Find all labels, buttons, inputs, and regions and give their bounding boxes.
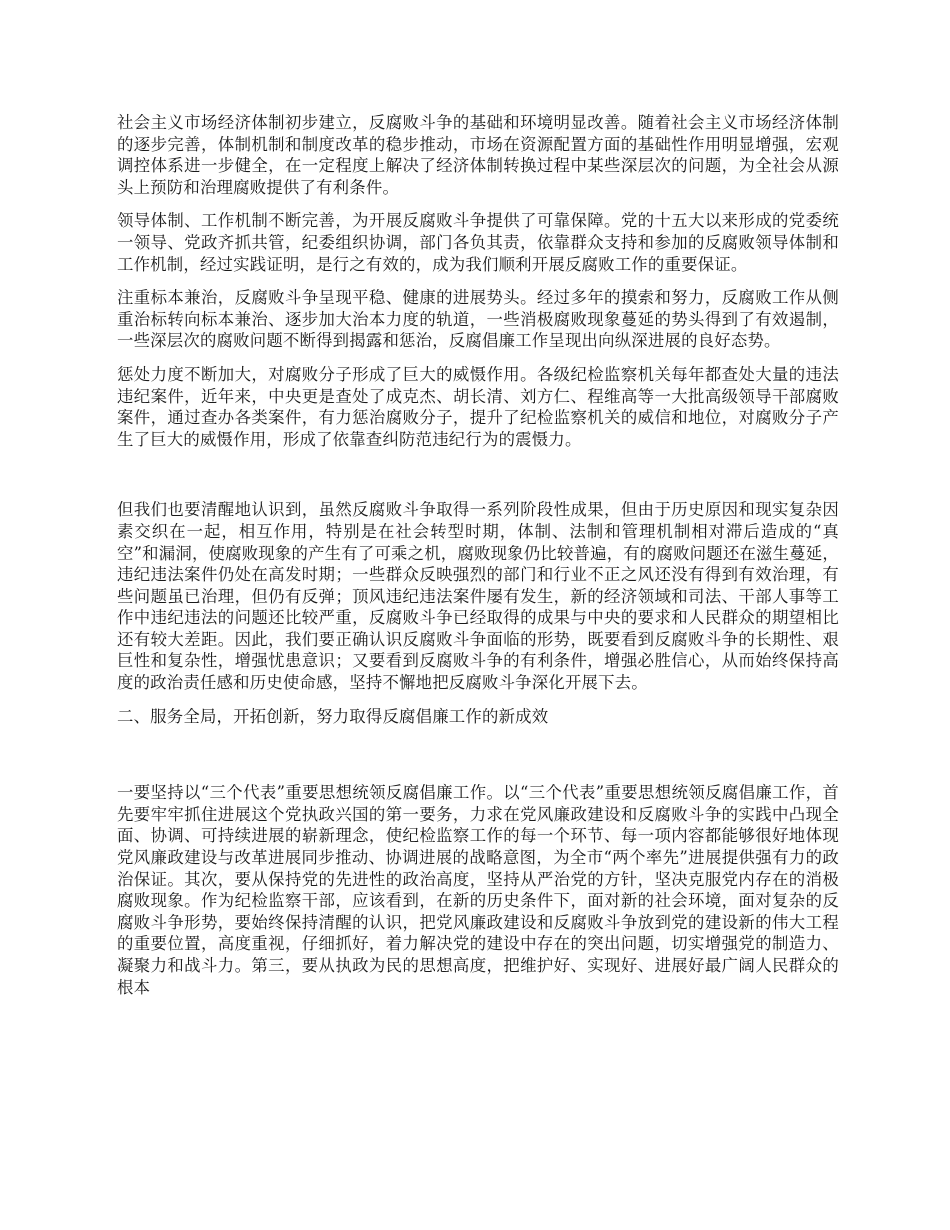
paragraph-sober-awareness: 但我们也要清醒地认识到，虽然反腐败斗争取得一系列阶段性成果，但由于历史原因和现实复杂因素交织在一起，相互作用，特别是在社会转型时期，体制、法制和管理机制相对滞后造成的“真空”和漏洞，使腐败现象的产生有了可乘之机，腐败现象仍比较普遍，有的腐败问题还在滋生蔓延，违纪违法案件仍处在高发时期；一些群众反映强烈的部门和行业不正之风还没有得到有效治理，有些问题虽已治理，但仍有反弹；顶风违纪违法案件屡有发生，新的经济领域和司法、干部人事等工作中违纪违法的问题还比较严重，反腐败斗争已经取得的成果与中央的要求和人民群众的期望相比还有较大差距。因此，我们要正确认识反腐败斗争面临的形势，既要看到反腐败斗争的长期性、艰巨性和复杂性，增强忧患意识；又要看到反腐败斗争的有利条件，增强必胜信心，从而始终保持高度的政治责任感和历史使命感，坚持不懈地把反腐败斗争深化开展下去。 [117, 500, 839, 693]
paragraph-punishment: 惩处力度不断加大，对腐败分子形成了巨大的威慑作用。各级纪检监察机关每年都查处大量的违法违纪案件，近年来，中央更是查处了成克杰、胡长清、刘方仁、程维高等一大批高级领导干部腐败案件，通过查办各类案件，有力惩治腐败分子，提升了纪检监察机关的威信和地位，对腐败分子产生了巨大的威慑作用，形成了依靠查纠防范违纪行为的震慑力。 [117, 364, 839, 449]
paragraph-root-causes: 注重标本兼治，反腐败斗争呈现平稳、健康的进展势头。经过多年的摸索和努力，反腐败工作从侧重治标转向标本兼治、逐步加大治本力度的轨道，一些消极腐败现象蔓延的势头得到了有效遏制，一些深层次的腐败问题不断得到揭露和惩治，反腐倡廉工作呈现出向纵深进展的良好态势。 [117, 288, 839, 351]
document-page [117, 112, 839, 998]
paragraph-gap [117, 694, 839, 706]
paragraph-three-represents: 一要坚持以“三个代表”重要思想统领反腐倡廉工作。以“三个代表”重要思想统领反腐倡廉工作，首先要牢牢抓住进展这个党执政兴国的第一要务，力求在党风廉政建设和反腐败斗争的实践中凸现全面、协调、可持续进展的崭新理念，使纪检监察工作的每一个环节、每一项内容都能够很好地体现党风廉政建设与改革进展同步推动、协调进展的战略意图，为全市“两个率先”进展提供强有力的政治保证。其次，要从保持党的先进性的政治高度，坚持从严治党的方针，坚决克服党内存在的消极腐败现象。作为纪检监察干部，应该看到，在新的历史条件下，面对新的社会环境，面对复杂的反腐败斗争形势，要始终保持清醒的认识，把党风廉政建设和反腐败斗争放到党的建设新的伟大工程的重要位置，高度重视，仔细抓好，着力解决党的建设中存在的突出问题，切实增强党的制造力、凝聚力和战斗力。第三，要从执政为民的思想高度，把维护好、实现好、进展好最广阔人民群众的根本 [117, 783, 839, 997]
paragraph-leadership-system: 领导体制、工作机制不断完善，为开展反腐败斗争提供了可靠保障。党的十五大以来形成的党委统一领导、党政齐抓共管，纪委组织协调，部门各负其责，依靠群众支持和参加的反腐败领导体制和工作机制，经过实践证明，是行之有效的，成为我们顺利开展反腐败工作的重要保证。 [117, 211, 839, 274]
paragraph-gap [117, 275, 839, 287]
paragraph-gap [117, 450, 839, 499]
section-heading-two: 二、服务全局，开拓创新，努力取得反腐倡廉工作的新成效 [117, 706, 549, 726]
paragraph-gap [117, 198, 839, 210]
paragraph-gap [117, 352, 839, 364]
paragraph-gap [117, 727, 839, 782]
paragraph-market-economy: 社会主义市场经济体制初步建立，反腐败斗争的基础和环境明显改善。随着社会主义市场经济体制的逐步完善，体制机制和制度改革的稳步推动，市场在资源配置方面的基础性作用明显增强，宏观调控体系进一步健全，在一定程度上解决了经济体制转换过程中某些深层次的问题，为全社会从源头上预防和治理腐败提供了有利条件。 [117, 113, 839, 197]
